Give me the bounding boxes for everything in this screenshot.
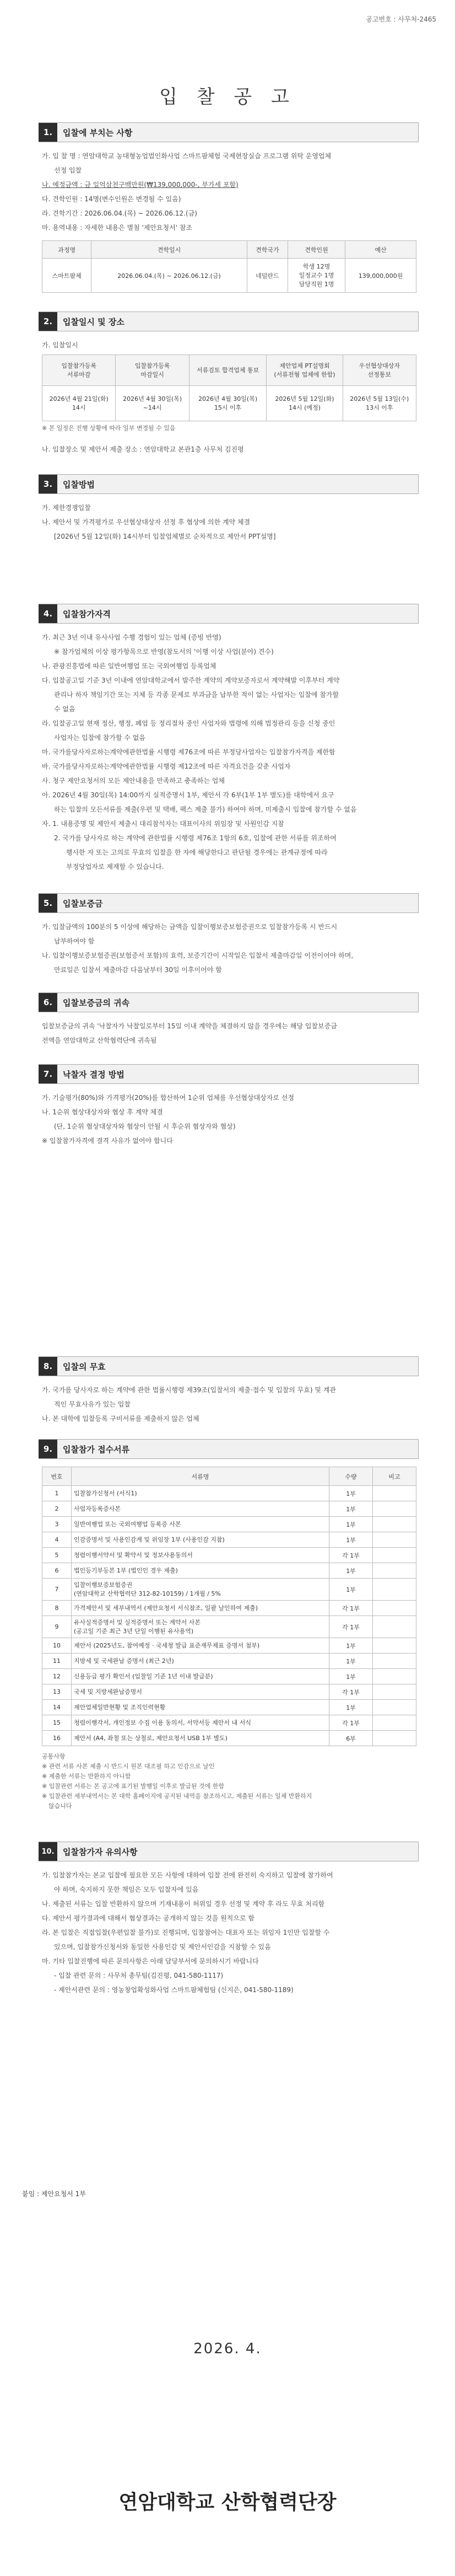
section-number: 6. — [39, 993, 57, 1012]
cell-line: 14시 (예정) — [288, 404, 321, 411]
section-award-method — [39, 1064, 419, 1148]
document-remark — [373, 1563, 416, 1579]
document-quantity: 1부 — [329, 1501, 373, 1517]
document-name — [72, 1563, 329, 1579]
document-name — [72, 1731, 329, 1746]
section-number: 1. — [39, 123, 57, 142]
table-header — [343, 355, 416, 386]
row-number: 11 — [42, 1654, 72, 1669]
cell-line: 제안서 (2025년도, 참여예정 · 국세청 발급 표준재무제표 증명서 첨부) — [74, 1641, 260, 1649]
row-number: 5 — [42, 1548, 72, 1563]
table-cell: 139,000,000원 — [345, 259, 416, 293]
section-body — [39, 442, 419, 457]
section-body — [39, 501, 419, 544]
document-remark — [373, 1669, 416, 1684]
cell-line: 제안업체일반현황 및 조직인력현황 — [74, 1703, 166, 1711]
table-row — [42, 1638, 416, 1654]
table-header: 견학일시 — [91, 241, 247, 259]
document-name — [72, 1638, 329, 1654]
text-line: 나. 본 대학에 입찰등록 구비서류를 제출하지 않은 업체 — [42, 1415, 199, 1423]
section-required-documents — [39, 1439, 419, 1811]
cell-line: 신용등급 평가 확인서 (입찰일 기준 1년 이내 발급분) — [74, 1672, 213, 1680]
text-line: ※ 입찰참가자격에 결격 사유가 없어야 합니다 — [42, 1137, 173, 1145]
bid-summary-table — [42, 240, 416, 293]
table-cell — [116, 386, 189, 421]
cell-line: 지방세 및 국세완납 증명서 (최근 2년) — [74, 1657, 174, 1665]
table-row — [42, 1616, 416, 1638]
document-quantity: 각 1부 — [329, 1548, 373, 1563]
text-line: 가. 입찰일시 — [42, 341, 78, 349]
cell-line: 13시 이후 — [366, 404, 393, 411]
attachment-note: 붙임 : 제안요청서 1부 — [22, 2190, 86, 2198]
section-number: 4. — [39, 604, 57, 623]
cell-line: 제안업체 PT설명회 — [279, 362, 330, 369]
cell-line: (서류전형 업체에 한함) — [274, 371, 335, 378]
text-line: 바. 국가를당사자로하는계약에관한법률 시행령 제12조에 따른 자격요건을 갖춘 사업자 — [42, 763, 291, 770]
schedule-table — [42, 355, 416, 421]
cell-line: 2026년 4월 30일(목) — [123, 395, 182, 402]
row-number: 8 — [42, 1601, 72, 1616]
cell-line: 2026년 4월 30일(목) — [198, 395, 258, 402]
table-row — [42, 1579, 416, 1601]
issuer-signature: 연암대학교 산학협력단장 — [118, 2491, 337, 2514]
text-line: 나. 제출된 서류는 입찰 반환하지 않으며 기재내용이 허위일 경우 선정 및 계약 후 라도 무효 처리함 — [42, 1900, 325, 1908]
text-line: 마. 국가를당사자로하는계약에관한법률 시행령 제76조에 따른 부정당사업자는 입찰참가자격을 제한함 — [42, 748, 335, 756]
text-line: 나. 입찰이행보증보험증권(보험증서 포함)의 효력, 보증기간이 시작일은 입찰서 제출마감일 이전이어야 하며, — [42, 952, 354, 959]
table-header: 예산 — [345, 241, 416, 259]
cell-line: 입찰참가등록 — [134, 362, 170, 369]
section-bid-method — [39, 474, 419, 544]
row-number: 15 — [42, 1715, 72, 1731]
document-name — [72, 1601, 329, 1616]
note-line: ※ 제출한 서류는 반환하지 아니함 — [42, 1773, 131, 1780]
section-bid-schedule — [39, 312, 419, 457]
text-line: 가. 기술평가(80%)와 가격평가(20%)를 합산하여 1순위 업체를 우선협상대상자로 선정 — [42, 1094, 294, 1102]
section-header — [39, 893, 419, 913]
section-body — [39, 920, 419, 977]
table-row — [42, 1731, 416, 1746]
text-line: 가. 제한경쟁입찰 — [42, 504, 91, 512]
document-remark — [373, 1501, 416, 1517]
document-name — [72, 1715, 329, 1731]
text-line: 가. 입찰참가자는 본교 입찰에 필요한 모든 사항에 대하여 입찰 전에 완전히 숙지하고 입찰에 참가하여 — [42, 1871, 333, 1879]
text-line: 사업자는 입찰에 참가할 수 없음 — [54, 734, 145, 742]
table-header: 비고 — [373, 1467, 416, 1486]
text-line: 사. 청구 제안요청서의 모든 제안내용을 만족하고 충족하는 업체 — [42, 777, 225, 785]
section-number: 9. — [39, 1440, 57, 1458]
document-quantity: 각 1부 — [329, 1601, 373, 1616]
document-quantity: 1부 — [329, 1654, 373, 1669]
table-cell: 2026.06.04.(목) ~ 2026.06.12.(금) — [91, 259, 247, 293]
document-remark — [373, 1638, 416, 1654]
document-remark — [373, 1517, 416, 1532]
document-quantity: 1부 — [329, 1486, 373, 1501]
document-quantity: 1부 — [329, 1579, 373, 1601]
table-header — [267, 355, 343, 386]
section-header — [39, 122, 419, 142]
table-row — [42, 1486, 416, 1501]
text-line: 관리나 하자 책임기간 또는 지체 등 각종 문제로 부과금을 납부한 적이 없는 사업자는 입찰에 참가할 — [54, 691, 339, 699]
section-body — [39, 1383, 419, 1426]
document-quantity: 1부 — [329, 1700, 373, 1715]
document-name — [72, 1579, 329, 1601]
text-line: 부정당업자로 제재할 수 있습니다. — [66, 863, 164, 871]
table-row — [42, 1548, 416, 1563]
document-remark — [373, 1684, 416, 1700]
cell-line: 2026년 5월 13일(수) — [350, 395, 409, 402]
announcement-number: 공고번호 : 사무처-2465 — [366, 15, 436, 23]
cell-line: 가격제안서 및 세부내역서 (제안요청서 서식참조, 일괄 날인하여 제출) — [74, 1604, 258, 1612]
section-body — [39, 1019, 419, 1048]
section-header — [39, 1064, 419, 1084]
document-remark — [373, 1532, 416, 1548]
document-name — [72, 1532, 329, 1548]
cell-line: 제안서 (A4, 좌철 또는 상철로, 제안요청서 USB 1부 별도) — [74, 1734, 228, 1742]
document-quantity: 1부 — [329, 1638, 373, 1654]
note-line: ※ 입찰관련 서류는 본 공고에 표기된 발행일 이후로 발급된 것에 한함 — [42, 1783, 225, 1790]
row-number: 6 — [42, 1563, 72, 1579]
section-header — [39, 1356, 419, 1376]
document-quantity: 1부 — [329, 1563, 373, 1579]
text-line: 납부하여야 함 — [54, 937, 95, 945]
section-title: 입찰보증금 — [63, 898, 103, 909]
note-line: ※ 입찰관련 세부내역서는 본 대학 홈페이지에 공지된 내역을 참조하시고, 제출된 서류는 일체 반환하지 — [42, 1793, 312, 1800]
cell-line: 입찰참가신청서 (서식1) — [74, 1489, 137, 1497]
document-name — [72, 1684, 329, 1700]
cell-line: 입찰이행보증보험증권 — [74, 1581, 133, 1588]
table-cell — [267, 386, 343, 421]
section-participant-notes — [39, 1842, 419, 1997]
text-line: 라. 입찰공고일 현재 정산, 행정, 폐업 등 정리절차 중인 사업자와 법령에 의해 법정관리 등을 신청 중인 — [42, 720, 335, 727]
text-line: (단, 1순위 협상대상자와 협상이 안될 시 후순위 협상자와 협상) — [54, 1123, 236, 1130]
section-title: 입찰일시 및 장소 — [63, 316, 124, 327]
section-body — [39, 338, 419, 352]
section-title: 입찰참가 접수서류 — [63, 1444, 130, 1455]
cell-line: 2026년 5월 12일(화) — [275, 395, 334, 402]
table-cell: 네덜란드 — [247, 259, 288, 293]
document-name — [72, 1616, 329, 1638]
contact-line: - 입찰 관련 문의 : 사무처 총무팀(김진평, 041-580-1117) — [54, 1972, 224, 1979]
schedule-note: ※ 본 일정은 진행 상황에 따라 일부 변경될 수 있음 — [42, 425, 176, 432]
text-line: 다. 견학인원 : 14명(변수인원은 변경될 수 있음) — [42, 195, 181, 203]
section-title: 입찰의 무효 — [63, 1361, 106, 1372]
text-line: 나. 입찰장소 및 제안서 제출 장소 : 연암대학교 본관1층 사무처 김진평 — [42, 446, 244, 453]
document-name — [72, 1501, 329, 1517]
row-number: 2 — [42, 1501, 72, 1517]
table-header — [189, 355, 267, 386]
table-header — [116, 355, 189, 386]
section-bid-invalidity — [39, 1356, 419, 1426]
text-line: 가. 국가를 당사자로 하는 계약에 관한 법률시행령 제39조(입찰서의 제출·접수 및 입찰의 무효) 및 계관 — [42, 1386, 336, 1394]
text-line: 2. 국가를 당사자로 하는 계약에 관한법률 시행령 제76조 1항의 6호, 입찰에 관한 서류를 위조하여 — [54, 834, 337, 842]
section-header — [39, 1842, 419, 1861]
text-line: [2026년 5월 12일(화) 14시부터 입찰업체별로 순차적으로 제안서 PPT설명] — [54, 533, 276, 540]
table-row — [42, 1700, 416, 1715]
text-line: 나. 1순위 협상대상자와 협상 후 계약 체결 — [42, 1108, 163, 1116]
table-cell — [42, 386, 116, 421]
section-title: 낙찰자 결정 방법 — [63, 1069, 124, 1080]
section-title: 입찰보증금의 귀속 — [63, 997, 130, 1008]
cell-line: 청렴이행각서, 개인정보 수집 이용 동의서, 서약서등 제안서 내 서식 — [74, 1719, 251, 1726]
row-number: 1 — [42, 1486, 72, 1501]
text-line: 다. 제안서 평가결과에 대해서 협상결과는 공개하지 않는 것을 원칙으로 함 — [42, 1914, 254, 1922]
text-line: 다. 입찰공고일 기준 3년 이내에 연암대학교에서 발주한 계약의 계약보증자로서 계약해발 이후부터 계약 — [42, 677, 340, 684]
table-row — [42, 1501, 416, 1517]
section-bid-deposit — [39, 893, 419, 977]
section-title: 입찰참가자격 — [63, 609, 111, 619]
text-line: 가. 최근 3년 이내 유사사업 수행 경험이 있는 업체 (증빙 반영) — [42, 634, 221, 641]
cell-line: 법인등기부등본 1부 (법인인 경우 제출) — [74, 1566, 178, 1574]
text-line: 만료일은 입찰서 제출마감 다음날부터 30일 이후이어야 함 — [54, 966, 222, 974]
text-line: 나. 예정금액 : 금 일억삼천구백만원(₩139,000,000-, 부가세 포함) — [42, 181, 239, 189]
cell-line: 유사실적증명서 및 실적증명서 또는 계약서 사본 — [74, 1618, 201, 1626]
text-line: 적인 무효사유가 있는 입찰 — [54, 1400, 131, 1408]
text-line: 아. 2026년 4월 30일(목) 14:00까지 실적증명서 1부, 제안서 각 6부(1부 1부 별도)를 대학에서 요구 — [42, 791, 334, 799]
section-title: 입찰참가자 유의사항 — [63, 1847, 138, 1857]
cell-line: 학생 12명 — [302, 262, 331, 270]
document-quantity: 1부 — [329, 1517, 373, 1532]
row-number: 13 — [42, 1684, 72, 1700]
section-title: 입찰방법 — [63, 479, 95, 490]
table-header: 견학국가 — [247, 241, 288, 259]
table-header: 번호 — [42, 1467, 72, 1486]
row-number: 7 — [42, 1579, 72, 1601]
cell-line: 2026년 4월 21일(화) — [49, 395, 109, 402]
table-header: 과정명 — [42, 241, 91, 259]
table-cell — [288, 259, 345, 293]
document-name — [72, 1486, 329, 1501]
row-number: 12 — [42, 1669, 72, 1684]
document-quantity: 각 1부 — [329, 1715, 373, 1731]
section-header — [39, 1439, 419, 1459]
cell-line: (연암대학교 산학협력단 312-82-10159) / 1개월 / 5% — [74, 1590, 221, 1597]
table-row — [42, 1654, 416, 1669]
section-number: 8. — [39, 1357, 57, 1376]
row-number: 16 — [42, 1731, 72, 1746]
section-deposit-forfeiture — [39, 992, 419, 1048]
text-line: 행사한 자 또는 고의로 무효의 입찰을 한 자에 해당한다고 판단될 경우에는 관계규정에 따라 — [66, 849, 328, 856]
cell-line: 우선협상대상자 — [359, 362, 400, 369]
section-body — [39, 1868, 419, 1997]
table-row — [42, 1669, 416, 1684]
text-line: ※ 참가업체의 이상 평가항목으로 반영(참도서의 '이행 이상 사업(분야) 견수) — [54, 648, 274, 656]
section-body — [39, 149, 419, 235]
row-number: 14 — [42, 1700, 72, 1715]
text-line: 마. 용역내용 : 자세한 내용은 별첨 '제안요청서' 참조 — [42, 224, 192, 232]
row-number: 9 — [42, 1616, 72, 1638]
section-header — [39, 474, 419, 494]
table-row — [42, 1715, 416, 1731]
text-line: 라. 견학기간 : 2026.06.04.(목) ~ 2026.06.12.(금) — [42, 210, 197, 217]
text-line: 자. 1. 내용증명 및 제안서 제출시 대리참석자는 대표이사의 위임장 및 사원인감 지참 — [42, 820, 284, 828]
document-quantity: 6부 — [329, 1731, 373, 1746]
document-name — [72, 1654, 329, 1669]
table-row — [42, 1563, 416, 1579]
section-header — [39, 604, 419, 624]
document-remark — [373, 1731, 416, 1746]
text-line: 선정 입찰 — [54, 167, 82, 174]
text-line: 야 하며, 숙지하지 못한 책임은 모두 입찰자에 있음 — [54, 1886, 199, 1893]
document-quantity: 각 1부 — [329, 1616, 373, 1638]
documents-table — [42, 1467, 416, 1746]
text-line: 수 없음 — [54, 705, 75, 713]
note-line: ※ 관련 서류 사본 제출 시 반드시 원본 대조필 하고 인감으로 날인 — [42, 1763, 215, 1770]
document-name — [72, 1517, 329, 1532]
table-header — [42, 355, 116, 386]
cell-line: 일반여행업 또는 국외여행업 등록증 사본 — [74, 1520, 181, 1528]
cell-line: ~14시 — [143, 404, 162, 411]
row-number: 10 — [42, 1638, 72, 1654]
note-line: 공통사항 — [42, 1753, 66, 1760]
document-name — [72, 1548, 329, 1563]
document-title: 입 찰 공 고 — [159, 86, 296, 108]
section-number: 10. — [39, 1842, 57, 1861]
cell-line: 인감증명서 및 사용인감계 및 위임장 1부 (사용인감 지참) — [74, 1536, 225, 1543]
section-title: 입찰에 부치는 사항 — [63, 127, 133, 138]
document-quantity: 1부 — [329, 1532, 373, 1548]
table-cell — [343, 386, 416, 421]
cell-line: 일정교수 1명 — [299, 271, 334, 279]
cell-line: 15시 이후 — [214, 404, 242, 411]
cell-line: (공고일 기준 최근 3년 단일 이행된 유사용역) — [74, 1627, 194, 1635]
cell-line: 입찰참가등록 — [61, 362, 97, 369]
section-bid-eligibility — [39, 604, 419, 874]
cell-line: 청렴이행서약서 및 확약서 및 정보사용동의서 — [74, 1551, 193, 1559]
text-line: 나. 관광진흥법에 따른 일반여행업 또는 국외여행업 등록업체 — [42, 662, 216, 670]
document-remark — [373, 1700, 416, 1715]
table-row — [42, 1532, 416, 1548]
document-quantity: 각 1부 — [329, 1684, 373, 1700]
note-line: 않습니다 — [48, 1802, 72, 1810]
document-remark — [373, 1579, 416, 1601]
section-number: 3. — [39, 475, 57, 493]
table-row — [42, 1684, 416, 1700]
text-line: 전액을 연암대학교 산학협력단에 귀속됨 — [42, 1037, 157, 1044]
text-line: 있으며, 입찰참가신청서와 동일한 사용인감 및 제안서인감을 지참할 수 있음 — [54, 1943, 271, 1951]
document-remark — [373, 1715, 416, 1731]
document-remark — [373, 1548, 416, 1563]
row-number: 3 — [42, 1517, 72, 1532]
table-header: 수량 — [329, 1467, 373, 1486]
cell-line: 14시 — [72, 404, 86, 411]
cell-line: 서류마감 — [67, 371, 91, 378]
text-line: 가. 입 찰 명 : 연암대학교 농대형농업법인화사업 스마트팜체험 국제현장실습 프로그램 위탁 운영업체 — [42, 152, 332, 160]
section-body — [39, 1091, 419, 1148]
document-name — [72, 1700, 329, 1715]
row-number: 4 — [42, 1532, 72, 1548]
document-remark — [373, 1486, 416, 1501]
table-header: 견학인원 — [288, 241, 345, 259]
table-row — [42, 1517, 416, 1532]
section-bid-subject — [39, 122, 419, 293]
documents-notes — [42, 1752, 419, 1811]
cell-line: 담당직원 1명 — [299, 280, 334, 288]
text-line: 입찰보증금의 귀속 '낙찰자가 낙찰일로부터 15일 이내 계약을 체결하지 않을 경우에는 해당 입찰보증금 — [42, 1022, 337, 1030]
section-number: 7. — [39, 1065, 57, 1083]
table-cell: 스마트팜체 — [42, 259, 91, 293]
text-line: 나. 제안서 및 가격평가로 우선협상대상자 선정 후 협상에 의한 계약 체결 — [42, 518, 251, 526]
text-line: 라. 본 입찰은 직접입찰(우편입찰 불가)로 진행되며, 입찰참여는 대표자 또는 위임자 1인만 입찰할 수 — [42, 1929, 330, 1936]
announcement-date: 2026. 4. — [193, 2341, 262, 2357]
document-remark — [373, 1601, 416, 1616]
cell-line: 선정통보 — [367, 371, 392, 378]
section-number: 2. — [39, 312, 57, 331]
document-quantity: 1부 — [329, 1669, 373, 1684]
cell-line: 국세 및 지방세완납증명서 — [74, 1688, 142, 1695]
text-line: 하는 입찰의 모든서류를 제출(우편 및 택배, 팩스 제출 불가) 하여야 하며, 미제출시 입찰에 참가할 수 없음 — [54, 806, 357, 813]
document-remark — [373, 1654, 416, 1669]
cell-line: 사업자등록증사본 — [74, 1505, 121, 1512]
cell-line: 서류검토 합격업체 통보 — [196, 366, 259, 374]
section-header — [39, 992, 419, 1012]
text-line: 가. 입찰금액의 100분의 5 이상에 해당하는 금액을 입찰이행보증보험증권으로 입찰참가등록 시 반드시 — [42, 923, 338, 931]
table-row — [42, 1601, 416, 1616]
section-header — [39, 312, 419, 331]
table-cell — [189, 386, 267, 421]
document-remark — [373, 1616, 416, 1638]
contact-line: - 제안서관련 문의 : 영농창업확성화사업 스마트팜체험팀 (신지은, 041-580-1189) — [54, 1986, 294, 1994]
section-number: 5. — [39, 894, 57, 913]
section-body — [39, 630, 419, 874]
document-name — [72, 1669, 329, 1684]
text-line: 마. 기타 입찰진행에 따른 문의사항은 아래 담당부서에 문의하시기 바랍니다 — [42, 1957, 259, 1965]
cell-line: 마감일시 — [140, 371, 164, 378]
table-header: 서류명 — [72, 1467, 329, 1486]
